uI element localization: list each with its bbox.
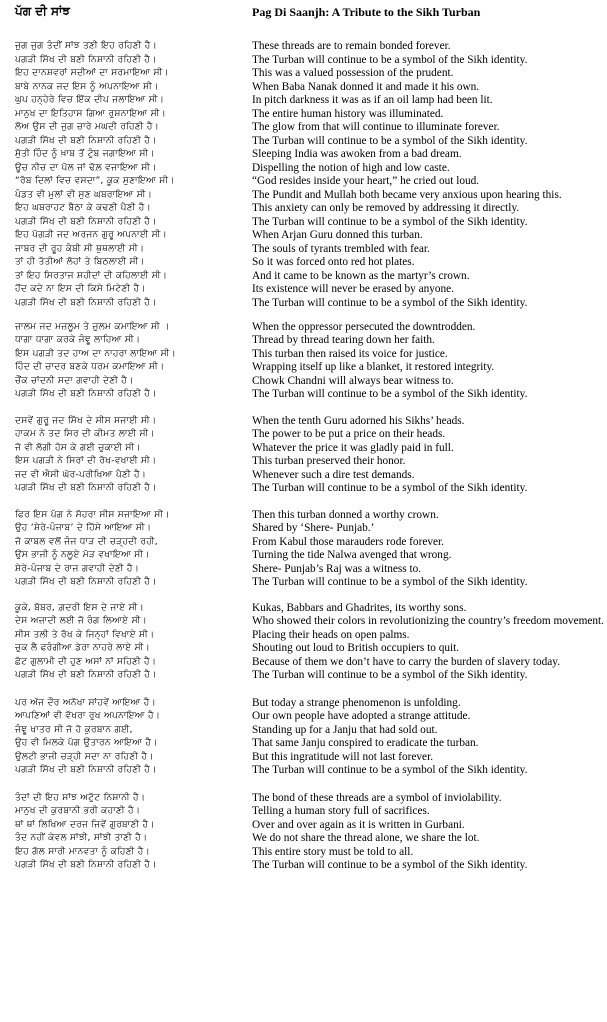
punjabi-line: ਤੰਦਾਂ ਦੀ ਇਹ ਸਾਂਝ ਅਟੁੱਟ ਨਿਸ਼ਾਨੀ ਹੈ। [15,792,146,803]
punjabi-line: ਪਗੜੀ ਸਿੱਖ ਦੀ ਬਣੀ ਨਿਸ਼ਾਨੀ ਰਹਿਣੀ ਹੈ। [15,765,157,775]
english-line: Over and over again as it is written in Gurbani. [252,818,465,831]
english-line: So it was forced onto red hot plates. [252,256,415,268]
english-line: The bond of these threads are a symbol of inviolability. [252,791,502,804]
english-line: But today a strange phenomenon is unfolding. [252,696,461,709]
punjabi-line: ਹਾਕਮ ਨੇ ਤਦ ਸਿਰ ਦੀ ਕੀਮਤ ਲਾਈ ਸੀ। [15,429,155,439]
english-line: And it came to be known as the martyr’s crown. [252,269,470,282]
punjabi-line: ਇਹ ਗੱਲ ਸਾਰੀ ਮਾਨਵਤਾ ਨੂੰ ਕਹਿਣੀ ਹੈ। [15,846,150,857]
english-line: We do not share the thread alone, we share the lot. [252,832,480,844]
punjabi-line: ਊਚ ਨੀਚ ਦਾ ਪੋਲ ਜਾਂ ਢੋਲ਼ ਵਜਾਇਆ ਸੀ। [15,162,157,173]
english-line: Placing their heads on open palms. [252,628,410,641]
english-line: The Turban will continue to be a symbol of the Sikh identity. [252,388,528,400]
english-line: The glow from that will continue to illuminate forever. [252,121,500,133]
punjabi-line: ਦੇਸ ਅਜ਼ਾਦੀ ਲਈ ਜੋ ਰੰਗ ਲਿਆਏ ਸੀ। [15,616,147,626]
english-line: Standing up for a Janju that had sold out. [252,723,438,736]
english-line: This entire story must be told to all. [252,845,414,858]
punjabi-line: ਧਾਗਾ ਧਾਗਾ ਕਰਕੇ ਜੰਞੂ ਲਾਹਿਆ ਸੀ। [15,335,141,345]
punjabi-line: ਸ਼ੇਰੇ-ਪੰਜਾਬ ਦੇ ਰਾਜ ਗਵਾਹੀ ਦੇਣੀ ਹੈ। [15,563,140,574]
english-line: That same Janju conspired to eradicate the turban. [252,737,479,749]
punjabi-line: ਇਸ ਪਗੜੀ ਤਦ ਹਾਅ ਦਾ ਨਾਹਰਾ ਲਾਇਆ ਸੀ। [15,348,177,359]
punjabi-line: ਹੋਂਦ ਕਦੇ ਨਾ ਇਸ ਦੀ ਕਿਸੇ ਮਿਟੇਣੀ ਹੈ। [15,284,146,294]
english-line: Shere- Punjab’s Raj was a witness to. [252,562,422,575]
english-line: Whenever such a dire test demands. [252,468,415,481]
english-line: The power to be put a price on their heads. [252,428,446,440]
english-line: This turban preserved their honor. [252,455,406,467]
punjabi-line: ਫਿਰ ਇਸ ਪੱਗ ਨੇ ਸੋਹਰਾ ਸੀਸ ਸਜਾਇਆ ਸੀ। [15,509,170,520]
punjabi-line: ਘੁਪ ਹਨ੍ਹੇਰੇ ਵਿਚ ਇੱਕ ਦੀਪ ਜਲਾਇਆ ਸੀ। [15,95,165,105]
punjabi-line: ਇਹ ਪੱਗੜੀ ਜਦ ਅਰਜਨ ਗੁਰੂ ਅਪਨਾਈ ਸੀ। [15,230,168,240]
punjabi-title: ਪੱਗ ਦੀ ਸਾਂਝ [15,4,70,18]
punjabi-line: ਪਗੜੀ ਸਿੱਖ ਦੀ ਬਣੀ ਨਿਸ਼ਾਨੀ ਰਹਿਣੀ ਹੈ। [15,389,157,399]
english-line: Thread by thread tearing down her faith. [252,334,435,346]
punjabi-line: ਕੂਕੇ, ਬੱਬਰ, ਗ਼ਦਰੀ ਇਸ ਦੇ ਜਾਏ ਸੀ। [15,602,144,613]
english-line: Turning the tide Nalwa avenged that wrong. [252,549,452,561]
punjabi-line: ਤਾਂ ਇਹ ਸਿਰਤਾਜ ਸ਼ਹੀਦਾਂ ਦੀ ਕਹਿਲਾਈ ਸੀ। [15,270,168,281]
punjabi-line: ਜਾਬਰ ਦੀ ਰੂਹ ਕੰਬੀ ਸੀ ਥੁਥਲਾਈ ਸੀ। [15,243,145,254]
english-line: The entire human history was illuminated. [252,107,444,120]
punjabi-line: ਜ਼ਾਲਮ ਜਦ ਮਜ਼ਲੂਮ ਤੇ ਜ਼ੁਲਮ ਕਮਾਇਆ ਸੀ । [15,321,170,332]
punjabi-line: ਜਦ ਵੀ ਐਸੀ ਘੋਰ-ਪਰੀਖਿਆ ਪੈਣੀ ਹੈ। [15,469,147,480]
english-line: Our own people have adopted a strange attitude. [252,710,471,722]
punjabi-line: ਪਗੜੀ ਸਿੱਖ ਦੀ ਬਣੀ ਨਿਸ਼ਾਨੀ ਰਹਿਣੀ ਹੈ। [15,54,157,65]
english-line: The Turban will continue to be a symbol of the Sikh identity. [252,215,528,228]
english-line: This was a valued possession of the prudent. [252,67,454,79]
punjabi-line: ਮਾਨੁਖ ਦੀ ਕੁਰਬਾਨੀ ਭਰੀ ਕਹਾਣੀ ਹੈ। [15,806,141,816]
english-line: The Pundit and Mullah both became very anxious upon hearing this. [252,188,562,201]
english-line: The Turban will continue to be a symbol of the Sikh identity. [252,859,528,871]
punjabi-line: ਪਗੜੀ ਸਿੱਖ ਦੀ ਬਣੀ ਨਿਸ਼ਾਨੀ ਰਹਿਣੀ ਹੈ। [15,216,157,227]
punjabi-line: ਥਾਂ ਥਾਂ ਲਿਖਿਆ ਦਰਜ ਜਿਵੇਂ ਗੁਰਬਾਣੀ ਹੈ। [15,819,155,830]
punjabi-line: ਪਗੜੀ ਸਿੱਖ ਦੀ ਬਣੀ ਨਿਸ਼ਾਨੀ ਰਹਿਣੀ ਹੈ। [15,860,157,870]
english-line: Kukas, Babbars and Ghadrites, its worthy sons. [252,601,467,614]
english-line: Then this turban donned a worthy crown. [252,508,439,521]
english-line: The Turban will continue to be a symbol of the Sikh identity. [252,482,528,494]
punjabi-line: ਪੰਡਤ ਵੀ ਮੁਲਾਂ ਵੀ ਸੁਣ ਘਬਰਾਇਆ ਸੀ। [15,189,153,200]
punjabi-line: ਮਾਨੁਖ ਦਾ ਇਤਿਹਾਸ ਗਿਆ ਰੁਸ਼ਨਾਇਆ ਸੀ। [15,108,166,119]
punjabi-line: ਜੰਞੂ ਖਾਤਰ ਸੀ ਜੋ ਹੋ ਕੁਰਬਾਨ ਗਈ, [15,724,133,735]
english-line: The Turban will continue to be a symbol of the Sikh identity. [252,134,528,147]
punjabi-line: ਉਲਟੀ ਭਾਜੀ ਚੜ੍ਹੀ ਸਦਾ ਨਾ ਰਹਿਣੀ ਹੈ। [15,751,154,762]
english-line: When Baba Nanak donned it and made it his own. [252,80,480,93]
english-line: But this ingratitude will not last forever. [252,750,434,763]
english-line: When Arjan Guru donned this turban. [252,229,423,241]
english-line: The Turban will continue to be a symbol of the Sikh identity. [252,296,528,309]
english-line: The Turban will continue to be a symbol of the Sikh identity. [252,669,528,681]
punjabi-line: ਸੀਸ ਤਲੀ ਤੇ ਰੱਖ ਕੇ ਜਿਨ੍ਹਾਂ ਵਿਖਾਏ ਸੀ। [15,629,155,640]
english-line: When the tenth Guru adorned his Sikhs’ heads. [252,414,465,427]
punjabi-line: ਜੋ ਕਾਬਲ ਵਲੋਂ ਜੰਜ ਧਾੜ ਦੀ ਚੜ੍ਹਦੀ ਰਹੀ, [15,536,158,547]
punjabi-line: ਪਰ ਅੱਜ ਦੌਰ ਅਨੋਖਾ ਸਾਂਹਵੇਂ ਆਇਆ ਹੈ। [15,697,156,708]
punjabi-line: ਚੌਂਕ ਚਾਂਦਨੀ ਸਦਾ ਗਵਾਹੀ ਦੇਣੀ ਹੈ। [15,375,134,386]
punjabi-line: ਇਹ ਦਾਨਸ਼ਵਰਾਂ ਸਦੀਆਂ ਦਾ ਸਰਮਾਇਆ ਸੀ। [15,68,169,78]
english-line: The Turban will continue to be a symbol of the Sikh identity. [252,53,528,66]
punjabi-line: ਹਿੰਦ ਦੀ ਚਾਦਰ ਬਣਕੇ ਧਰਮ ਕਮਾਇਆ ਸੀ। [15,362,165,372]
english-line: Who showed their colors in revolutionizing the country’s freedom movement. [252,615,604,627]
english-line: Whatever the price it was gladly paid in full. [252,441,454,454]
english-line: The Turban will continue to be a symbol of the Sikh identity. [252,576,528,588]
english-line: The Turban will continue to be a symbol of the Sikh identity. [252,764,528,776]
english-line: Shared by ‘Shere- Punjab.’ [252,522,375,534]
punjabi-line: ਤੰਦ ਨਹੀਂ ਕੇਵਲ ਸਾਂਝੀ, ਸਾਂਝੀ ਤਾਣੀ ਹੈ। [15,833,148,843]
english-line: Sleeping India was awoken from a bad dream. [252,148,462,160]
english-line: Shouting out loud to British occupiers to quit. [252,642,460,654]
punjabi-line: “ਰੱਬ ਦਿਲਾਂ ਵਿਚ ਵਸਦਾ”, ਕੂਕ ਸੁਣਾਇਆ ਸੀ। [15,176,175,186]
english-line: Chowk Chandni will always bear witness to. [252,374,454,387]
english-line: These threads are to remain bonded forever. [252,40,451,52]
punjabi-line: ਦਸਵੇਂ ਗੁਰੂ ਜਦ ਸਿੱਖ ਦੇ ਸੀਸ ਸਜਾਈ ਸੀ। [15,415,157,426]
punjabi-line: ਛੱਟ ਗੁਲਾਮੀ ਦੀ ਹੁਣ ਅਸਾਂ ਨਾਂ ਸਹਿਣੀ ਹੈ। [15,656,157,667]
punjabi-line: ਪਗੜੀ ਸਿੱਖ ਦੀ ਬਣੀ ਨਿਸ਼ਾਨੀ ਰਹਿਣੀ ਹੈ। [15,135,157,146]
punjabi-line: ਇਹ ਘਬਰਾਹਟ ਬੈਠਾ ਕੇ ਕਢਣੀ ਪੈਣੀ ਹੈ। [15,203,151,213]
english-line: “God resides inside your heart,” he cried out loud. [252,175,480,187]
english-line: This anxiety can only be removed by addressing it directly. [252,202,520,214]
english-line: In pitch darkness it was as if an oil lamp had been lit. [252,94,493,106]
punjabi-line: ਜੁਗ ਜੁਗ ਤੰਦੀਂ ਸਾਂਝ ਤਣੀ ਇਹ ਰਹਿਣੀ ਹੈ। [15,41,157,51]
punjabi-line: ਜੋ ਵੀ ਲੱਗੀ ਹੱਸ ਕੇ ਗਈ ਚੁਕਾਈ ਸੀ। [15,442,141,453]
punjabi-line: ਤਾਂ ਹੀ ਤੱਤੀਆਂ ਲੋਹਾਂ ਤੇ ਬਿਠਲਾਈ ਸੀ। [15,257,145,267]
english-line: The souls of tyrants trembled with fear. [252,242,430,255]
punjabi-line: ਬਾਬੇ ਨਾਨਕ ਜਦ ਇਸ ਨੂੰ ਅਪਨਾਇਆ ਸੀ। [15,81,159,92]
punjabi-line: ਸੁੱਤੀ ਹਿੰਦ ਨੂੰ ਖ਼ਾਬ ਤੋਂ ਟੁੰਬ ਜਗਾਇਆ ਸੀ। [15,149,155,159]
punjabi-line: ਪਗੜੀ ਸਿੱਖ ਦੀ ਬਣੀ ਨਿਸ਼ਾਨੀ ਰਹਿਣੀ ਹੈ। [15,483,157,493]
punjabi-line: ਉਹ ‘ਸ਼ੇਰੇ-ਪੰਜਾਬ’ ਦੇ ਹਿੱਸੇ ਆਇਆ ਸੀ। [15,523,152,533]
english-line: Telling a human story full of sacrifices. [252,805,430,817]
punjabi-line: ਪਗੜੀ ਸਿੱਖ ਦੀ ਬਣੀ ਨਿਸ਼ਾਨੀ ਰਹਿਣੀ ਹੈ। [15,297,157,308]
english-line: Because of them we don’t have to carry the burden of slavery today. [252,655,561,668]
punjabi-line: ਚੁਕ ਲੈ ਫਰੰਗੀਆ ਡੇਰਾ ਨਾਹਰੇ ਲਾਏ ਸੀ। [15,643,150,653]
punjabi-line: ਉਹ ਵੀ ਮਿਲਕੇ ਪੱਗ ਉਤਾਰਨ ਆਇਆ ਹੈ। [15,738,158,748]
punjabi-line: ਪਗੜੀ ਸਿੱਖ ਦੀ ਬਣੀ ਨਿਸ਼ਾਨੀ ਰਹਿਣੀ ਹੈ। [15,670,157,680]
english-line: Dispelling the notion of high and low caste. [252,161,450,174]
punjabi-line: ਇਸ ਪਗੜੀ ਨੇ ਸਿਰਾਂ ਦੀ ਰੱਖ-ਵਖਾਈ ਸੀ। [15,456,157,466]
punjabi-line: ਪਗੜੀ ਸਿੱਖ ਦੀ ਬਣੀ ਨਿਸ਼ਾਨੀ ਰਹਿਣੀ ਹੈ। [15,577,157,587]
english-line: From Kabul those marauders rode forever. [252,535,444,548]
punjabi-line: ਆਪਣਿਆਂ ਵੀ ਵੱਖਰਾ ਰੁਖ ਅਪਨਾਇਆ ਹੈ। [15,711,161,721]
punjabi-line: ਉਸ ਭਾਜੀ ਨੂੰ ਨਲੂਏ ਮੋੜ ਵਖਾਇਆ ਸੀ। [15,550,150,560]
english-title: Pag Di Saanjh: A Tribute to the Sikh Turban [252,5,481,19]
punjabi-line: ਲੋਅ ਉਸ ਦੀ ਜੁਗ ਚਾਰੇ ਮਘਦੀ ਰਹਿਣੀ ਹੈ। [15,122,160,132]
english-line: This turban then raised its voice for justice. [252,347,448,360]
english-line: Its existence will never be erased by anyone. [252,283,455,295]
english-line: Wrapping itself up like a blanket, it restored integrity. [252,361,495,373]
english-line: When the oppressor persecuted the downtrodden. [252,320,476,333]
